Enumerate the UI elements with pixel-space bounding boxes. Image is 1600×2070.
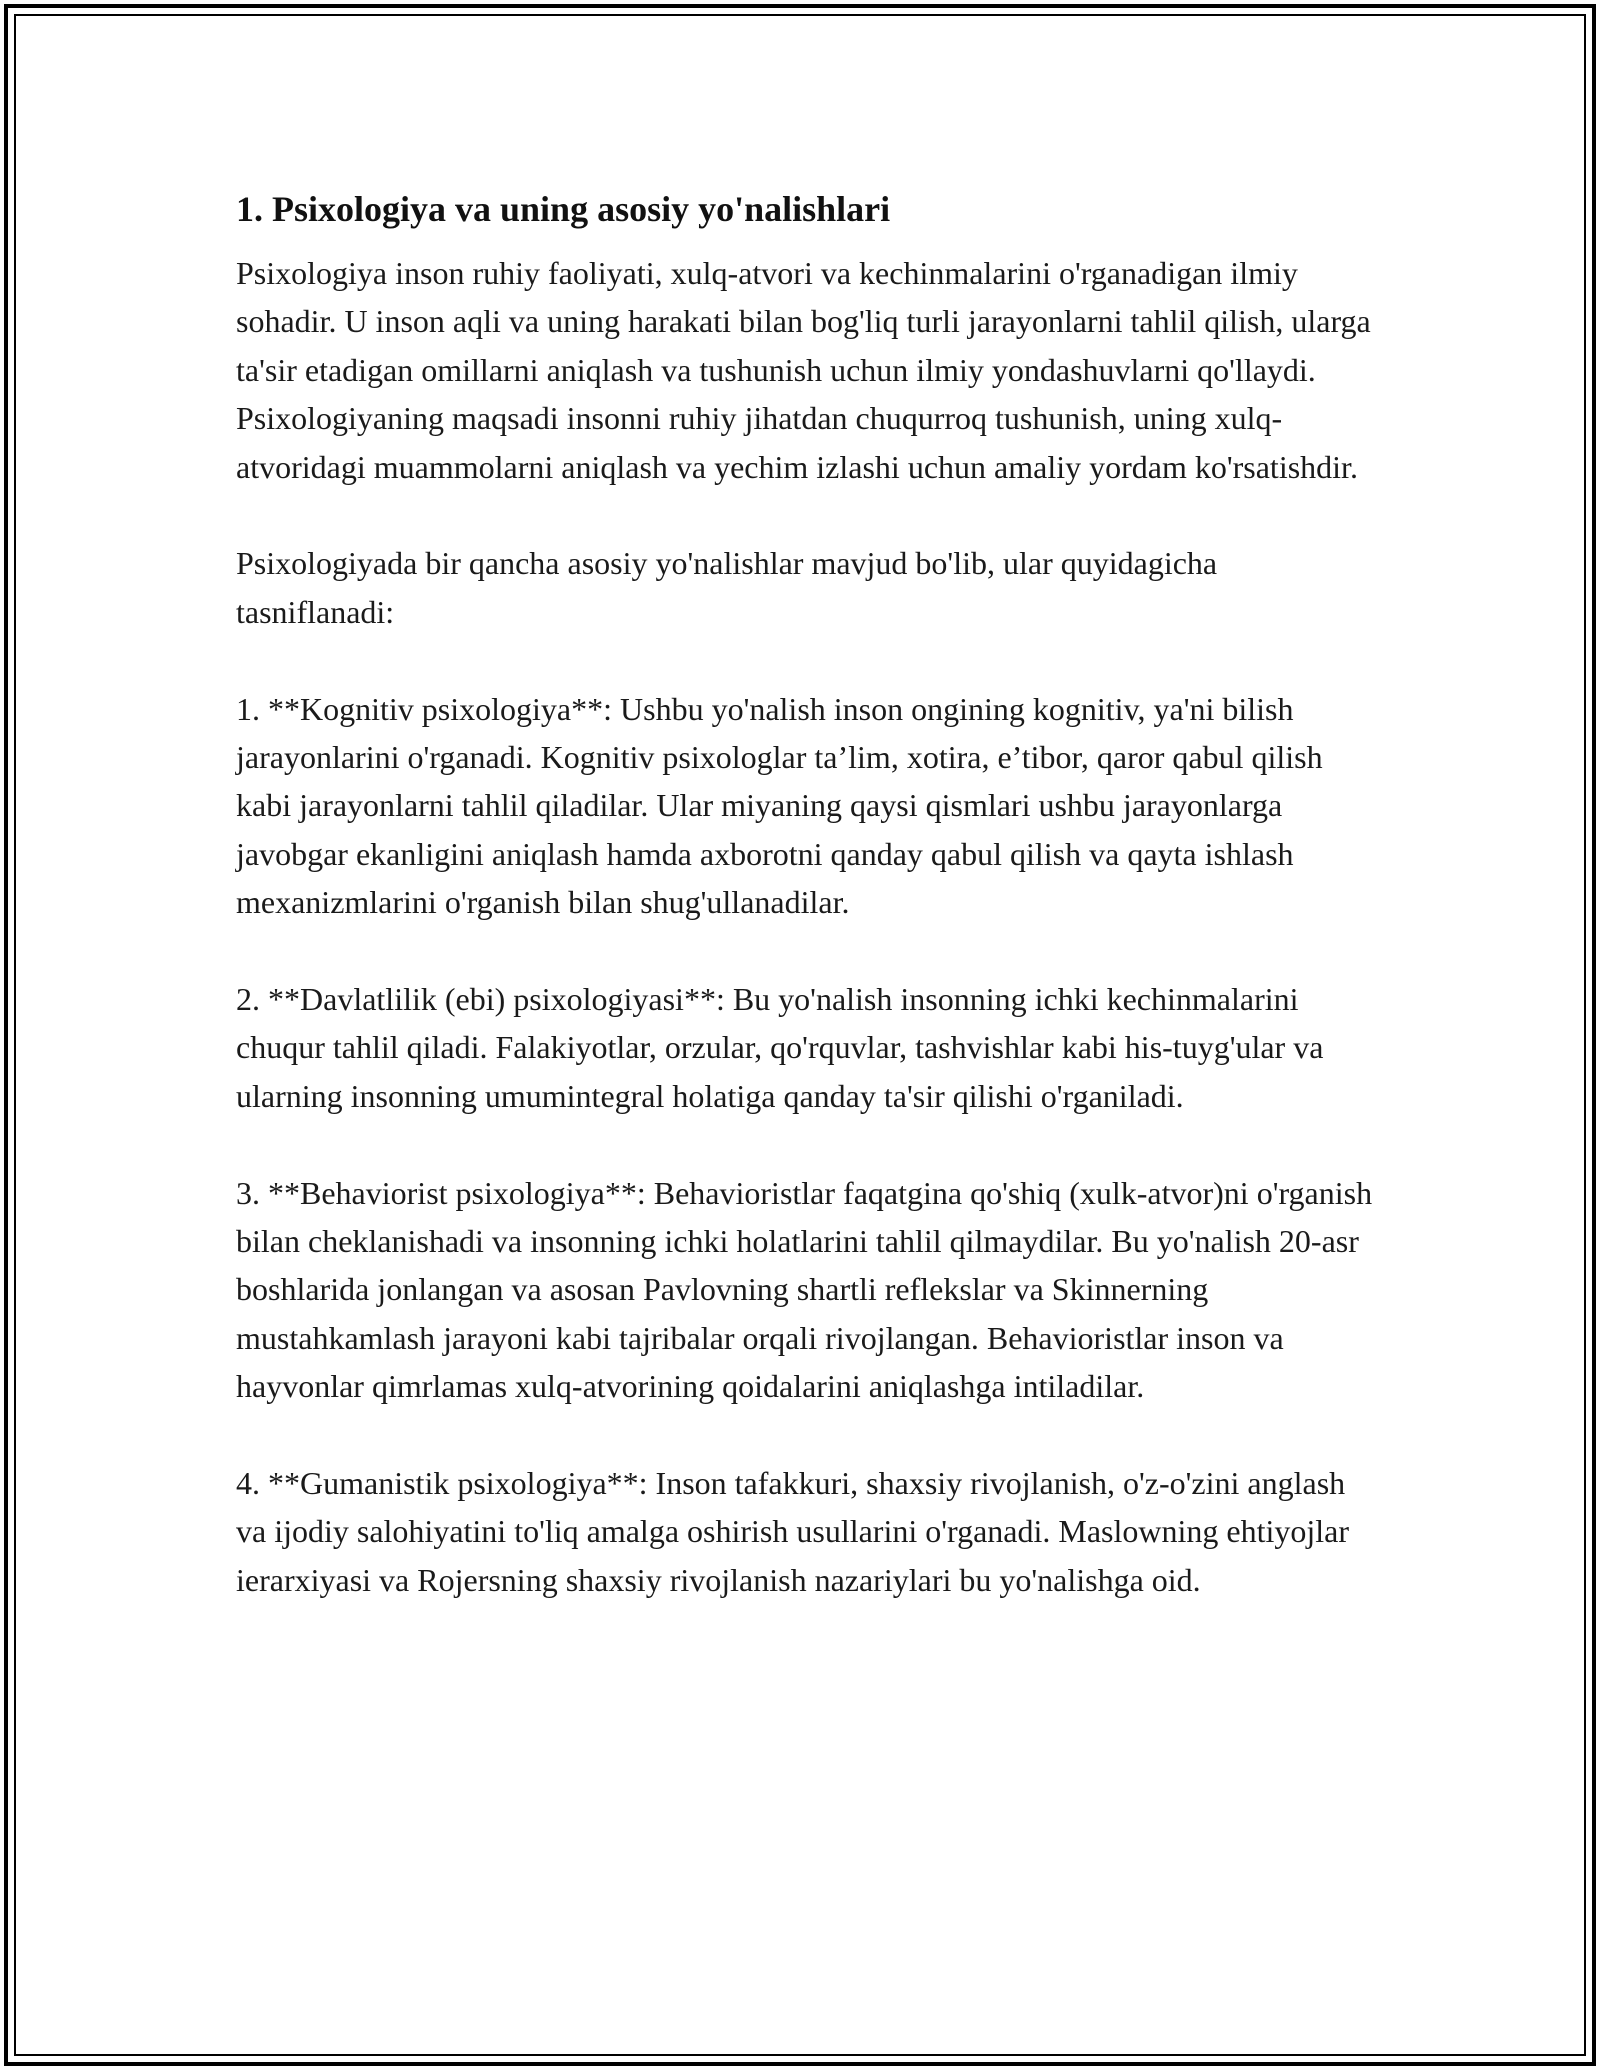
- document-body: [236, 185, 1381, 1653]
- directions-intro-paragraph: Psixologiyada bir qancha asosiy yo'nalishlar mavjud bo'lib, ular quyidagicha tasniflanadi:: [236, 545, 1226, 630]
- list-item-behaviorist: 3. **Behaviorist psixologiya**: Behavioristlar faqatgina qo'shiq (xulk-atvor)ni o'rganish bilan cheklanishadi va insonning ichki holatlarini tahlil qilmaydilar. Bu yo'nalish 20-asr boshlarida jonlangan va asosan Pavlovning shartli reflekslar va Skinnerning mustahkamlash jarayoni kabi tajribalar orqali rivojlangan. Behavioristlar inson va hayvonlar qimrlamas xulq-atvorining qoidalarini aniqlashga intiladilar.: [236, 1174, 1381, 1405]
- list-item-depth: 2. **Davlatlilik (ebi) psixologiyasi**: Bu yo'nalish insonning ichki kechinmalarini chuqur tahlil qiladi. Falakiyotlar, orzular, qo'rquvlar, tashvishlar kabi his-tuyg'ular va ularning insonning umumintegral holatiga qanday ta'sir qilishi o'rganiladi.: [236, 981, 1332, 1114]
- list-item-cognitive: 1. **Kognitiv psixologiya**: Ushbu yo'nalish inson ongining kognitiv, ya'ni bilish jarayonlarini o'rganadi. Kognitiv psixologlar ta’lim, xotira, e’tibor, qaror qabul qilish kabi jarayonlarni tahlil qiladilar. Ular miyaning qaysi qismlari ushbu jarayonlarga javobgar ekanligini aniqlash hamda axborotni qanday qabul qilish va qayta ishlash mexanizmlarini o'rganish bilan shug'ullanadilar.: [236, 690, 1331, 921]
- list-item-humanistic: 4. **Gumanistik psixologiya**: Inson tafakkuri, shaxsiy rivojlanish, o'z-o'zini anglash va ijodiy salohiyatini to'liq amalga oshirish usullarini o'rganadi. Maslowning ehtiyojlar ierarxiyasi va Rojersning shaxsiy rivojlanish nazariylari bu yo'nalishga oid.: [236, 1465, 1357, 1598]
- document-title: 1. Psixologiya va uning asosiy yo'nalishlari: [236, 189, 891, 229]
- intro-paragraph: Psixologiya inson ruhiy faoliyati, xulq-atvori va kechinmalarini o'rganadigan ilmiy sohadir. U inson aqli va uning harakati bilan bog'liq turli jarayonlarni tahlil qilish, ularga ta'sir etadigan omillarni aniqlash va tushunish uchun ilmiy yondashuvlarni qo'llaydi. Psixologiyaning maqsadi insonni ruhiy jihatdan chuqurroq tushunish, uning xulq-atvoridagi muammolarni aniqlash va yechim izlashi uchun amaliy yordam ko'rsatishdir.: [236, 255, 1379, 485]
